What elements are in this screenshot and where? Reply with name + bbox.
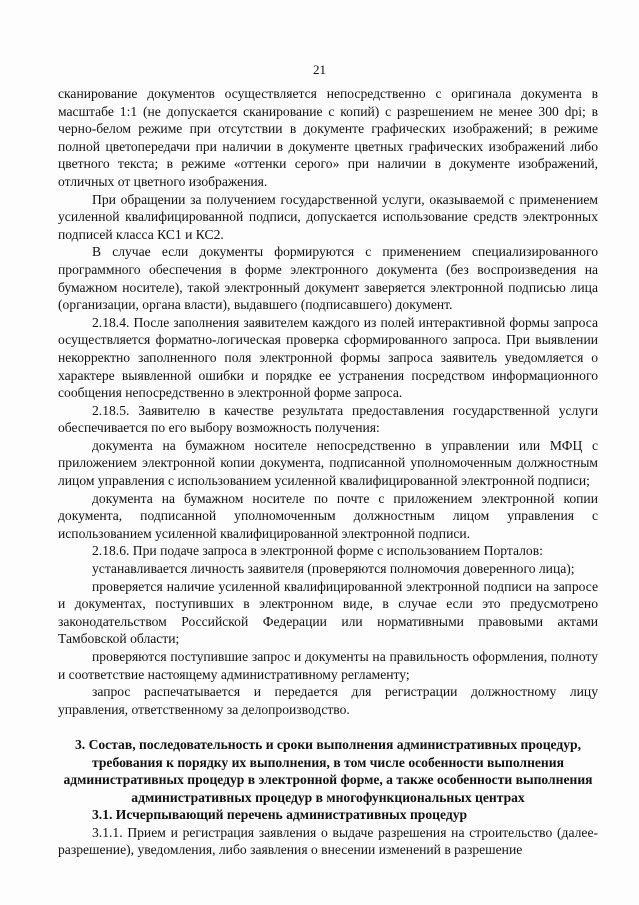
paragraph: устанавливается личность заявителя (проверяются полномочия доверенного лица); (92, 561, 575, 577)
paragraph: 2.18.5. Заявителю в качестве результата предоставления государственной услуги обеспечивается по его выбору возможность получения: (58, 402, 598, 436)
paragraph: проверяются поступившие запрос и документы на правильность оформления, полноту и соответствие настоящему административному регламенту; (58, 649, 598, 682)
paragraph: 2.18.4. После заполнения заявителем каждого из полей интерактивной формы запроса осуществляется форматно-логическая проверка сформированного запроса. При выявлении некорректно заполненного поля электронной формы запроса заявитель уведомляется о характере выявленной ошибки и порядке ее устранения посредством информационного сообщения непосредственно в электронной форме запроса. (58, 314, 598, 401)
paragraph: сканирование документов осуществляется непосредственно с оригинала документа в масштабе 1:1 (не допускается сканирование с копий) с разрешением не менее 300 dpi; в черно-белом режиме при отсутствии в документе графических изображений; в режиме полной цветопередачи при наличии в документе цветных графических изображений либо цветного текста; в режиме «оттенки серого» при наличии в документе изображений, отличных от цветного изображения. (58, 86, 598, 189)
paragraph: запрос распечатывается и передается для регистрации должностному лицу управления, ответственному за делопроизводство. (58, 684, 598, 717)
paragraph: документа на бумажном носителе по почте с приложением электронной копии документа, подписанной уполномоченным должностным лицом управления с использованием усиленной квалифицированной электронной подписи. (58, 490, 598, 541)
document-body (58, 85, 598, 859)
paragraph: документа на бумажном носителе непосредственно в управлении или МФЦ с приложением электронной копии документа, подписанной уполномоченным должностным лицом управления с использованием усиленной квалифицированной электронной подписи; (58, 437, 598, 489)
page-number: 21 (313, 62, 326, 77)
subsection-heading: 3.1. Исчерпывающий перечень административных процедур (92, 807, 468, 822)
paragraph: В случае если документы формируются с применением специализированного программного обеспечения в форме электронного документа (без воспроизведения на бумажном носителе), такой электронный документ заверяется электронной подписью лица (организации, органа власти), выдавшего (подписавшего) документ. (58, 244, 598, 313)
paragraph: 3.1.1. Прием и регистрация заявления о выдаче разрешения на строительство (далее-разрешение), уведомления, либо заявления о внесении изменений в разрешение (58, 824, 598, 858)
paragraph: проверяется наличие усиленной квалифицированной электронной подписи на запросе и документах, поступивших в электронном виде, в случае если это предусмотрено законодательством Российской Федерации или нормативными правовыми актами Тамбовской области; (58, 578, 598, 647)
paragraph: 2.18.6. При подаче запроса в электронной форме с использованием Порталов: (92, 543, 543, 559)
section-heading: 3. Состав, последовательность и сроки выполнения административных процедур, требования к порядку их выполнения, в том числе особенности выполнения административных процедур в электронной форме, а также особенности выполнения административных процедур в многофункциональных центрах (63, 737, 593, 805)
paragraph: При обращении за получением государственной услуги, оказываемой с применением усиленной квалифицированной подписи, допускается использование средств электронных подписей класса КС1 и КС2. (58, 191, 598, 242)
